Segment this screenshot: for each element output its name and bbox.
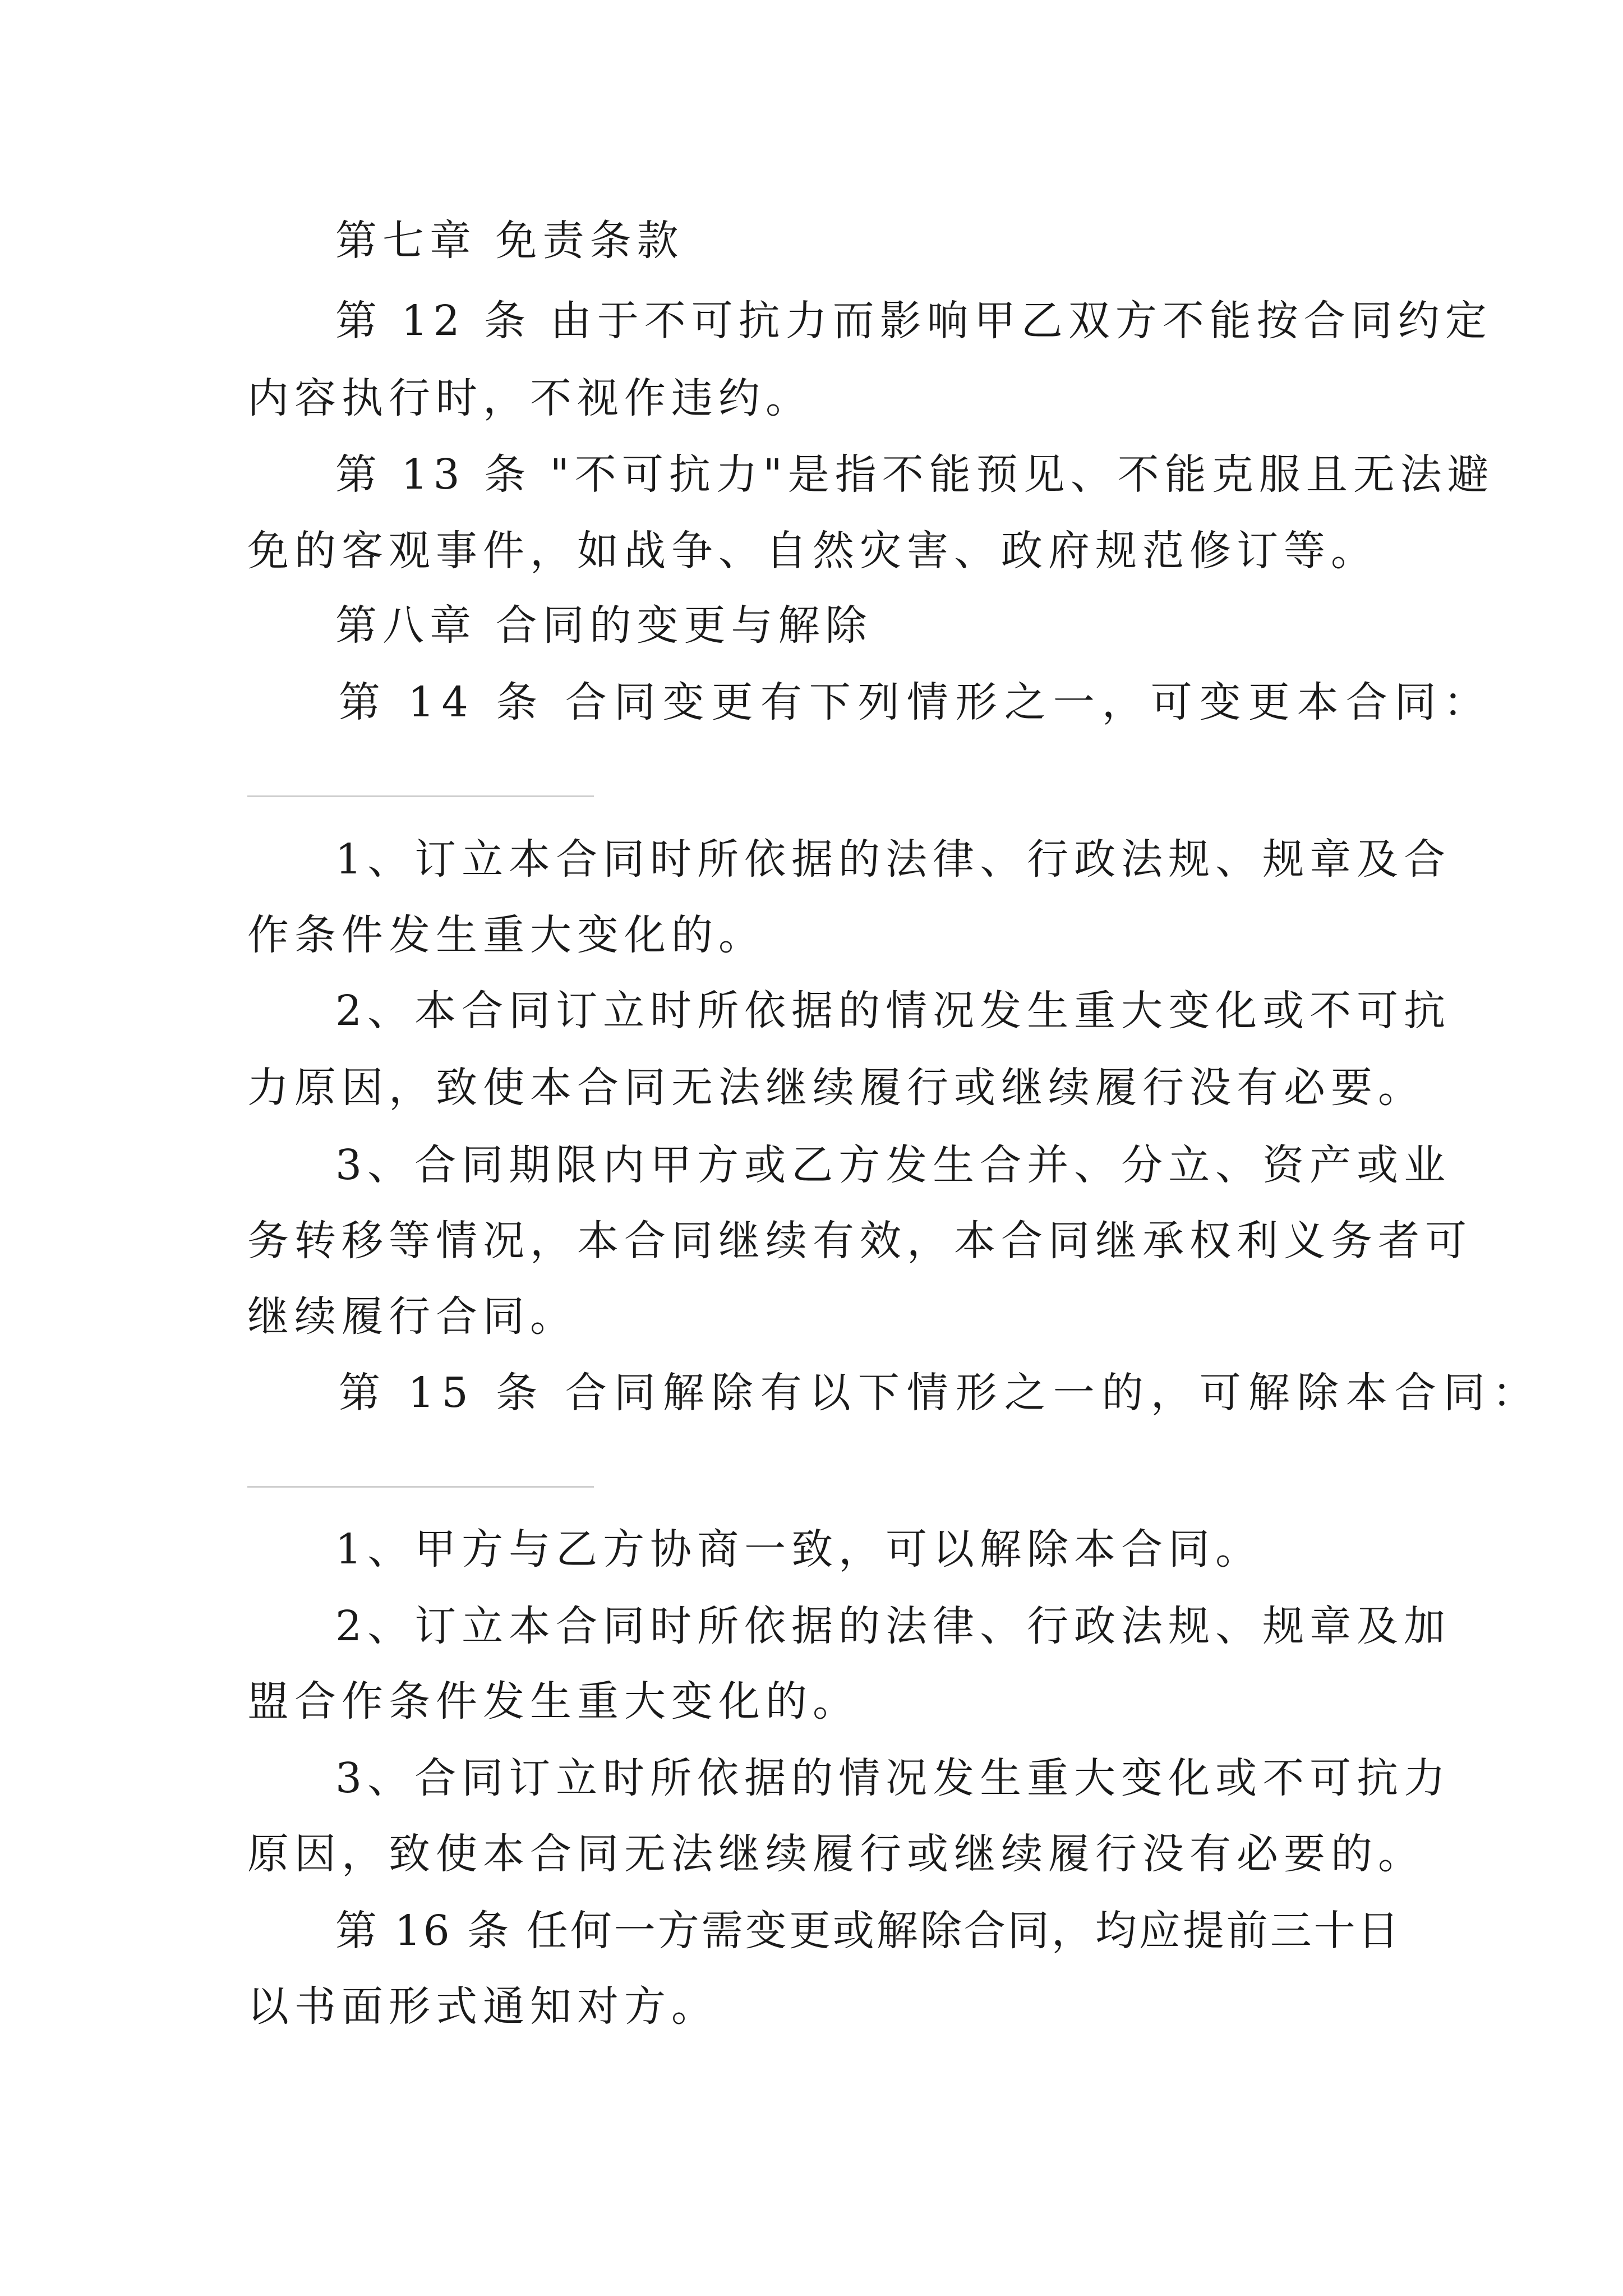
article-12-line-1: 第 12 条 由于不可抗力而影响甲乙双方不能按合同约定 <box>335 297 1492 345</box>
article-15-item-2-line-1: 2、订立本合同时所依据的法律、行政法规、规章及加 <box>335 1602 1451 1650</box>
article-16-line-2: 以书面形式通知对方。 <box>247 1982 718 2031</box>
chapter-7-title: 第七章 免责条款 <box>335 217 684 265</box>
article-15-item-2-line-2: 盟合作条件发生重大变化的。 <box>247 1677 860 1726</box>
article-15-item-3-line-1: 3、合同订立时所依据的情况发生重大变化或不可抗力 <box>335 1754 1451 1802</box>
section-divider <box>247 1486 594 1488</box>
article-14-item-2-line-2: 力原因，致使本合同无法继续履行或继续履行没有必要。 <box>247 1064 1425 1112</box>
article-16-line-1: 第 16 条 任何一方需变更或解除合同，均应提前三十日 <box>335 1907 1401 1955</box>
article-15-item-3-line-2: 原因，致使本合同无法继续履行或继续履行没有必要的。 <box>247 1830 1425 1878</box>
article-14-item-2-line-1: 2、本合同订立时所依据的情况发生重大变化或不可抗 <box>335 987 1451 1035</box>
article-14-item-3-line-3: 继续履行合同。 <box>247 1292 577 1341</box>
article-13-line-1: 第 13 条 "不可抗力"是指不能预见、不能克服且无法避 <box>335 450 1495 499</box>
article-13-line-2: 免的客观事件，如战争、自然灾害、政府规范修订等。 <box>247 527 1378 575</box>
article-15-item-1-line-1: 1、甲方与乙方协商一致，可以解除本合同。 <box>335 1525 1263 1573</box>
article-14-item-3-line-1: 3、合同期限内甲方或乙方发生合并、分立、资产或业 <box>335 1141 1451 1189</box>
article-14-item-3-line-2: 务转移等情况，本合同继续有效，本合同继承权利义务者可 <box>247 1217 1472 1265</box>
article-14-item-1-line-1: 1、订立本合同时所依据的法律、行政法规、规章及合 <box>335 835 1451 884</box>
article-14-line-1: 第 14 条 合同变更有下列情形之一，可变更本合同： <box>339 678 1492 726</box>
chapter-8-title: 第八章 合同的变更与解除 <box>335 601 873 650</box>
article-14-item-1-line-2: 作条件发生重大变化的。 <box>247 911 766 959</box>
article-12-line-2: 内容执行时，不视作违约。 <box>247 374 813 422</box>
article-15-line-1: 第 15 条 合同解除有以下情形之一的，可解除本合同： <box>339 1369 1541 1417</box>
section-divider <box>247 795 594 797</box>
